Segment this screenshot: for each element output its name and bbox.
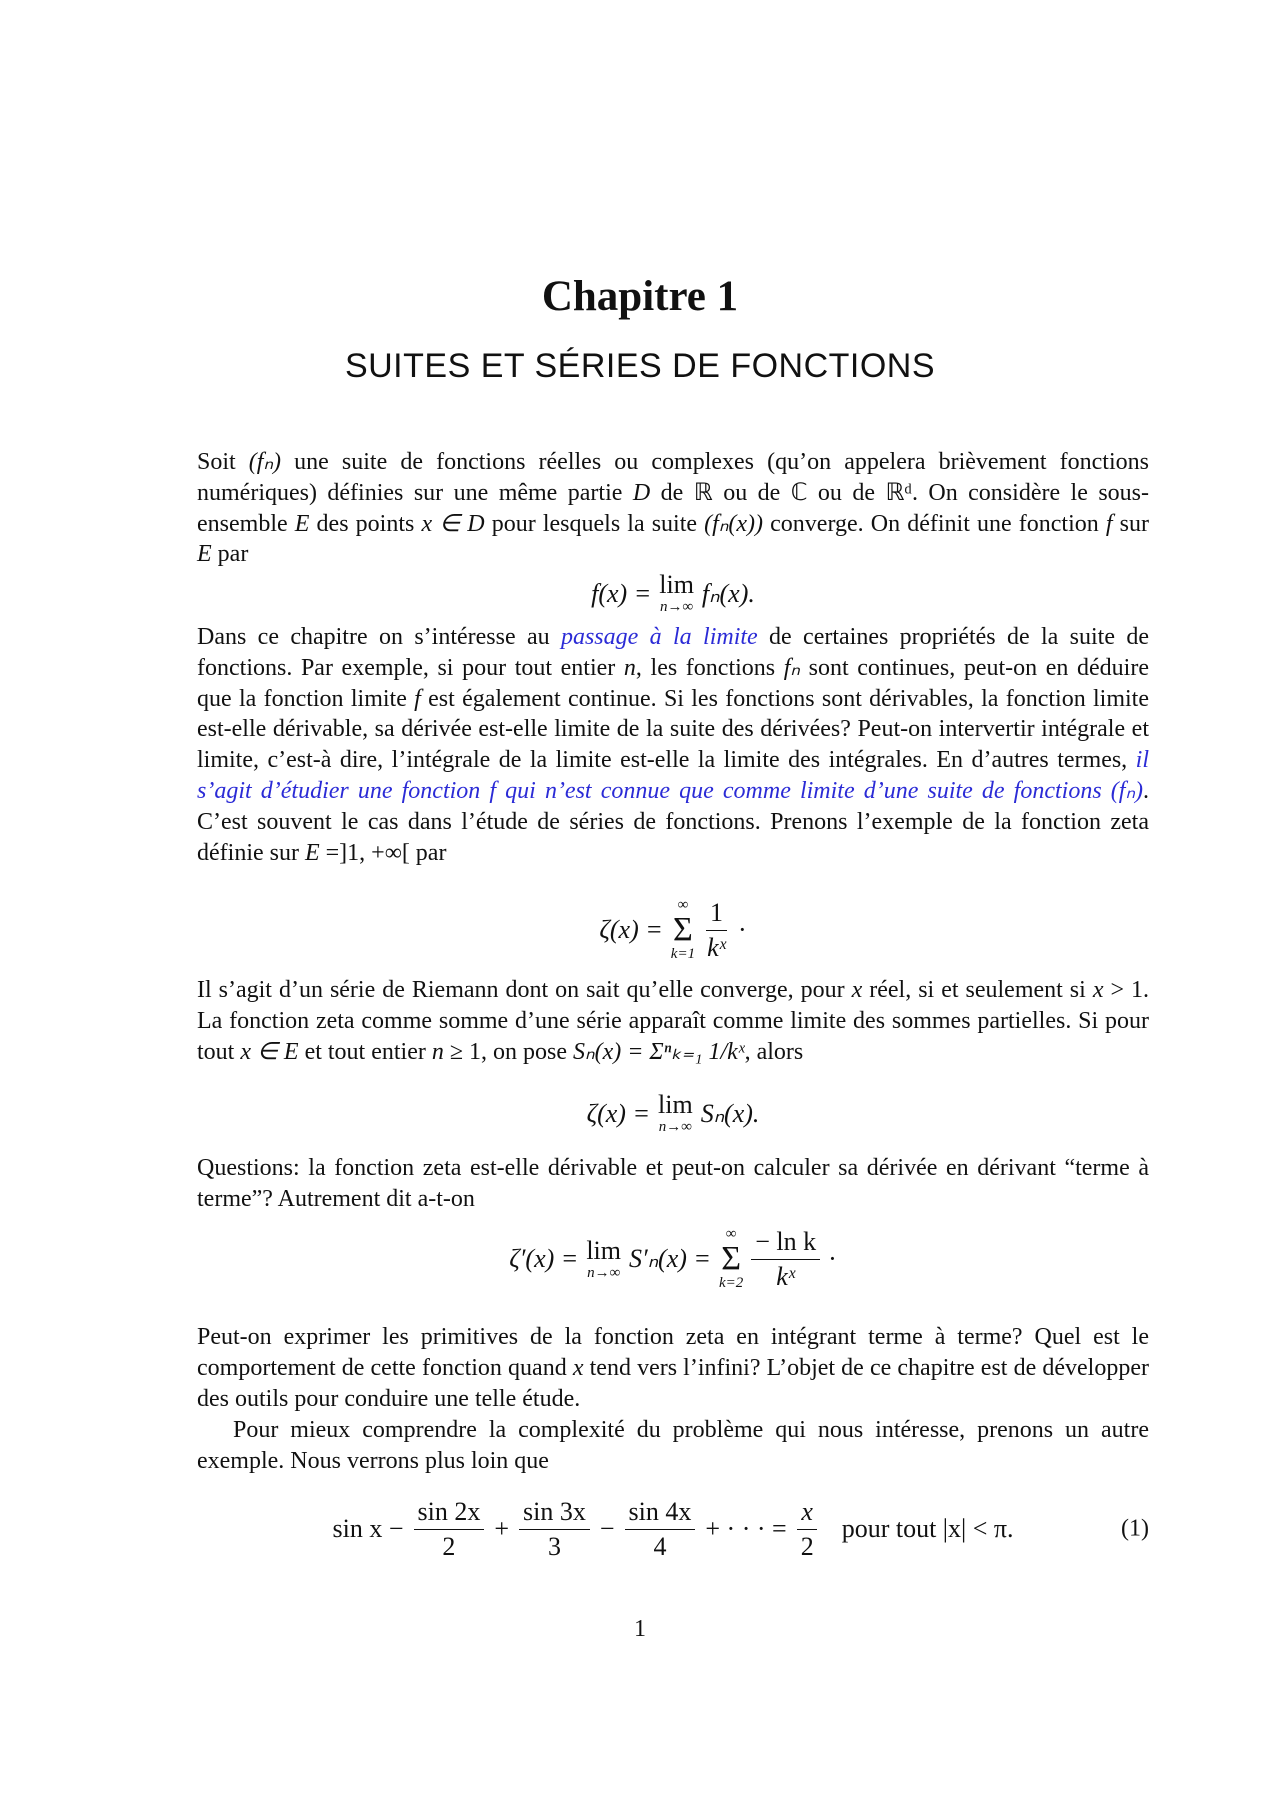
equation-zeta-derivative: ζ′(x) = lim n→∞ S′ₙ(x) = ∞ Σ k=2 $\frac{\text{− ln k}}{\text{kˣ}}$ ·: [509, 1226, 837, 1292]
fraction: $\frac{\text{− ln k}}{\text{kˣ}}$: [751, 1227, 820, 1292]
paragraph-primitives: Peut-on exprimer les primitives de la fonction zeta en intégrant terme à terme? Quel est le comportement de cette fonction quand x tend vers l’infini? L’objet de ce chapitre est de développer des outils pour conduire une telle étude.: [197, 1324, 1149, 1412]
sum-operator: ∞ Σ k=2: [718, 1226, 744, 1292]
paragraph-passage-limite: Dans ce chapitre on s’intéresse au passage à la limite de certaines propriétés de la suite de fonctions. Par exemple, si pour tout entier n, les fonctions fₙ sont continues, peut-on en déduire que la fonction limite f est également continue. Si les fonctions sont dérivables, la fonction limite est-elle dérivable, sa dérivée est-elle limite de la suite des dérivées? Peut-on intervertir intégrale et limite, c’est-à dire, l’intégrale de la limite est-elle la limite des intégrales. En d’autres termes, il s’agit d’étudier une fonction f qui n’est connue que comme limite d’une suite de fonctions (fₙ). C’est souvent le cas dans l’étude de séries de fonctions. Prenons l’exemple de la fonction zeta définie sur E =]1, +∞[ par: [197, 624, 1149, 866]
highlight-etude-fonction: il s’agit d’étudier une fonction f qui n’est connue que comme limite d’une suite de fonctions (fₙ): [197, 747, 1149, 804]
sum-operator: ∞ Σ k=1: [670, 897, 696, 963]
limit-operator: lim n→∞: [658, 1090, 693, 1135]
equation-limit-f: f(x) = lim n→∞ fₙ(x).: [591, 570, 755, 615]
highlight-passage-limite: passage à la limite: [560, 624, 758, 650]
equation-zeta-limit: ζ(x) = lim n→∞ Sₙ(x).: [586, 1090, 760, 1135]
limit-operator: lim n→∞: [586, 1235, 621, 1281]
paragraph-exemple: Pour mieux comprendre la complexité du problème qui nous intéresse, prenons un autre exemple. Nous verrons plus loin que: [197, 1417, 1149, 1474]
paragraph-riemann: Il s’agit d’un série de Riemann dont on sait qu’elle converge, pour x réel, si et seulement si x > 1. La fonction zeta comme somme d’une série apparaît comme limite des sommes partielles. Si pour tout x ∈ E et tout entier n ≥ 1, on pose Sₙ(x) = Σⁿₖ₌₁ 1/kˣ, alors: [197, 977, 1149, 1065]
chapter-label: Chapitre 1: [541, 273, 739, 320]
fraction: $\frac{\sin 2x}{2}$: [414, 1497, 485, 1562]
page-number: 1: [634, 1616, 646, 1642]
paragraph-intro: Soit (fₙ) une suite de fonctions réelles ou complexes (qu’on appelera brièvement fonctions numériques) définies sur une même partie D de ℝ ou de ℂ ou de ℝᵈ. On considère le sous-ensemble E des points x ∈ D pour lesquels la suite (fₙ(x)) converge. On définit une fonction f sur E par: [197, 449, 1149, 568]
fraction: $\frac{\sin 3x}{3}$: [519, 1497, 590, 1562]
equation-zeta-series: ζ(x) = ∞ Σ k=1 $\frac{1}{\text{kˣ}}$ ·: [599, 897, 747, 963]
equation-number: (1): [1121, 1515, 1149, 1542]
fraction: $\frac{1}{\text{kˣ}}$: [707, 898, 726, 962]
limit-operator: lim n→∞: [659, 570, 694, 615]
fraction: $\frac{\sin 4x}{4}$: [625, 1497, 696, 1562]
chapter-title: SUITES ET SÉRIES DE FONCTIONS: [344, 347, 936, 385]
fraction: $\frac{x}{2}$: [797, 1497, 818, 1562]
paragraph-questions: Questions: la fonction zeta est-elle dérivable et peut-on calculer sa dérivée en dérivant “terme à terme”? Autrement dit a-t-on: [197, 1155, 1149, 1212]
equation-sine-series: sin x − $\frac{\sin 2x}{2}$ + $\frac{\sin 3x}{3}$ − $\frac{\sin 4x}{4}$ + · · · = $\frac{x}{2}$ pour tout |x| < π. (1): [332, 1497, 1149, 1561]
